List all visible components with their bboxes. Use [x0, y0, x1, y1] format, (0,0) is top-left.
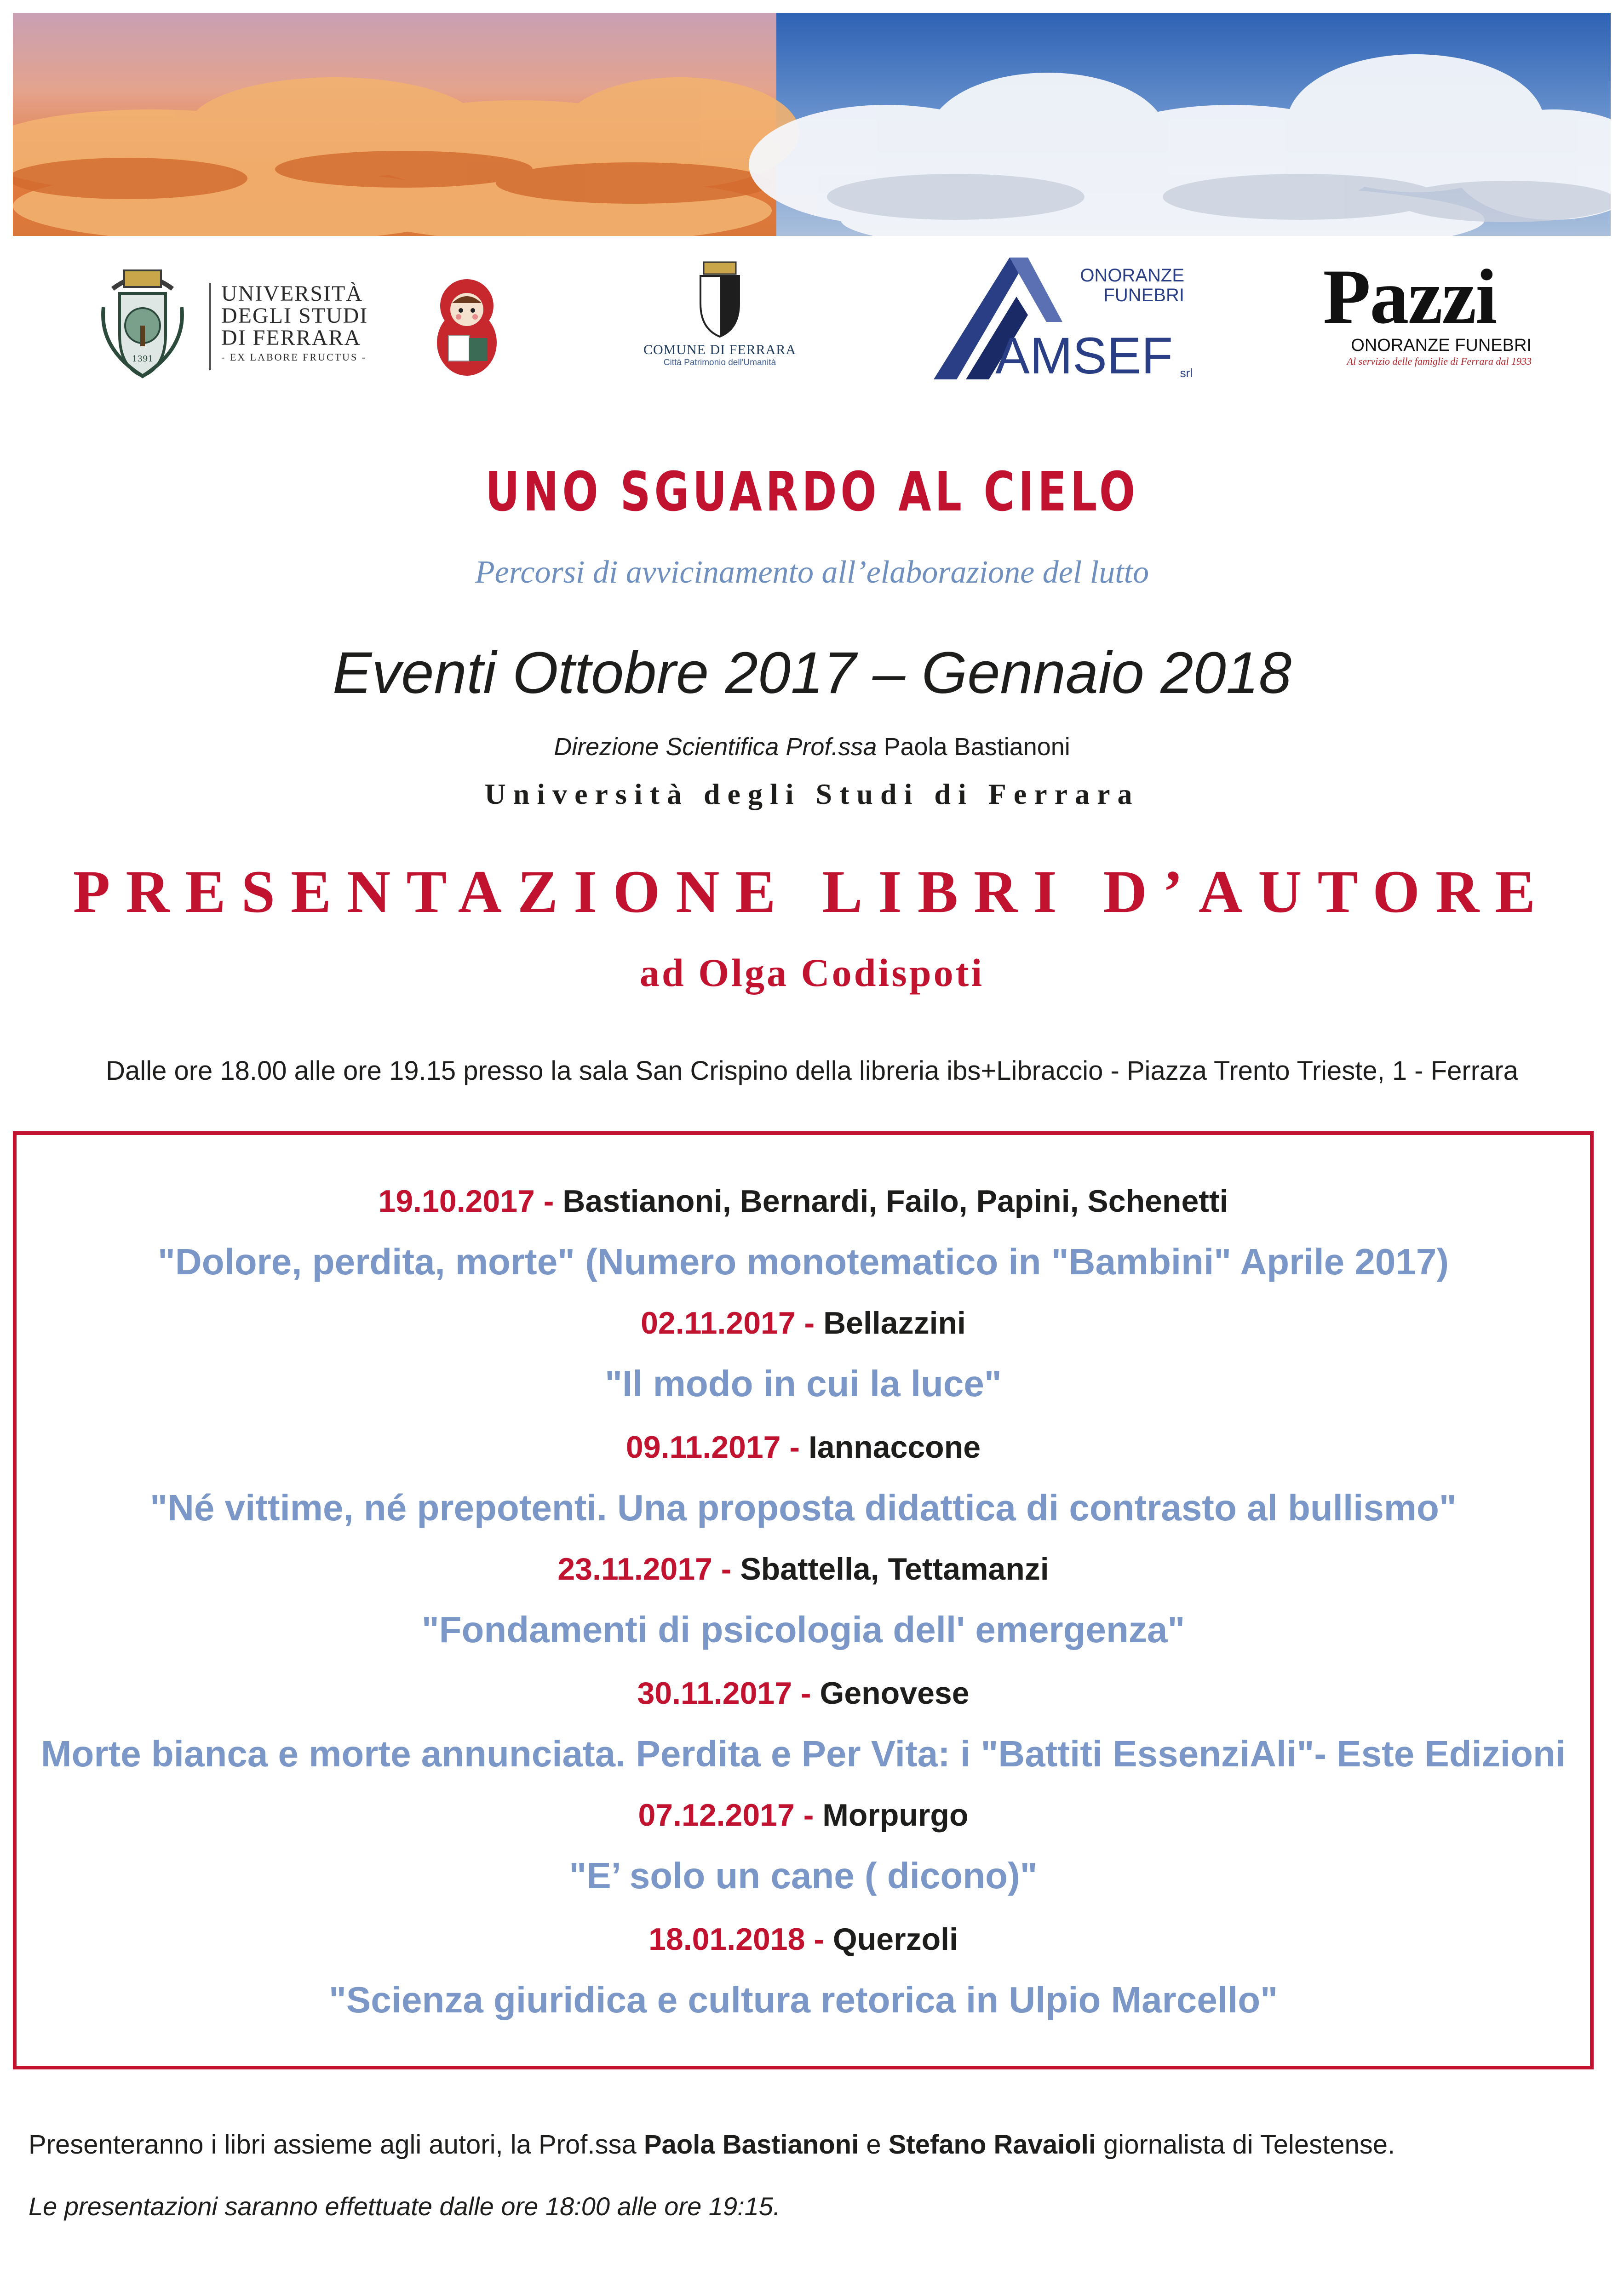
presenter-name-1: Paola Bastianoni [643, 2130, 859, 2160]
event-title-5: Morte bianca e morte annunciata. Perdita e Per Vita: i "Battiti EssenziAli"- Este Edizioni [40, 1733, 1566, 1774]
event-authors: Sbattella, Tettamanzi [740, 1552, 1049, 1587]
footer-text-c: e [859, 2130, 889, 2160]
amsef-triangle-icon [924, 253, 1196, 386]
event-authors: Iannaccone [808, 1430, 981, 1465]
schedule-note: Le presentazioni saranno effettuate dalle ore 18:00 alle ore 19:15. [29, 2192, 780, 2221]
event-date: 19.10.2017 - [378, 1184, 563, 1219]
events-box [13, 1131, 1594, 2069]
event-date: 07.12.2017 - [638, 1798, 823, 1833]
unife-line-3: DI FERRARA [221, 326, 362, 350]
direction-name: Paola Bastianoni [884, 733, 1070, 761]
event-title-7: "Scienza giuridica e cultura retorica in Ulpio Marcello" [328, 1979, 1278, 2020]
event-date: 02.11.2017 - [641, 1306, 824, 1341]
event-header-2 [17, 1305, 1590, 1341]
svg-text:AMSEF: AMSEF [995, 327, 1173, 384]
poster-title: UNO SGUARDO AL CIELO [485, 460, 1139, 523]
event-title-3: "Né vittime, né prepotenti. Una proposta didattica di contrasto al bullismo" [150, 1487, 1457, 1528]
comune-ferrara-logo [612, 258, 828, 386]
event-authors: Genovese [820, 1676, 970, 1711]
scientific-direction [0, 733, 1624, 761]
event-date: 30.11.2017 - [637, 1676, 820, 1711]
svg-text:1391: 1391 [132, 354, 153, 364]
event-header-6 [17, 1797, 1590, 1833]
unife-wordmark [209, 283, 413, 370]
comune-name: COMUNE DI FERRARA [643, 342, 797, 357]
events-period: Eventi Ottobre 2017 – Gennaio 2018 [332, 640, 1292, 706]
comune-shield-icon [692, 258, 747, 340]
event-header-4 [17, 1551, 1590, 1587]
event-authors: Querzoli [832, 1922, 958, 1957]
footer-text-a: Presenteranno i libri assieme agli autori, la Prof.ssa [29, 2130, 644, 2160]
unife-line-1: UNIVERSITÀ [221, 281, 363, 306]
event-header-3 [17, 1429, 1590, 1465]
event-title-6: "E’ solo un cane ( dicono)" [569, 1855, 1038, 1896]
event-header-5 [17, 1675, 1590, 1711]
amsef-logo [924, 253, 1196, 386]
event-date: 23.11.2017 - [557, 1552, 740, 1587]
event-header-7 [17, 1921, 1590, 1957]
event-header-1 [17, 1183, 1590, 1219]
dedication: ad Olga Codispoti [639, 951, 985, 995]
unife-line-2: DEGLI STUDI [221, 304, 368, 328]
event-title-1: "Dolore, perdita, morte" (Numero monotematico in "Bambini" Aprile 2017) [158, 1241, 1449, 1282]
pazzi-name: Pazzi [1323, 253, 1497, 340]
university-name: Università degli Studi di Ferrara [484, 778, 1140, 810]
event-date: 09.11.2017 - [625, 1430, 809, 1465]
direction-prefix: Direzione Scientifica Prof.ssa [554, 733, 884, 761]
sky-banner-image [13, 13, 1611, 236]
event-authors: Bastianoni, Bernardi, Failo, Papini, Schenetti [562, 1184, 1228, 1219]
presenter-name-2: Stefano Ravaioli [888, 2130, 1096, 2160]
event-title-2: "Il modo in cui la luce" [605, 1363, 1002, 1404]
unife-crest-logo [94, 261, 191, 385]
matryoshka-doll-logo [435, 274, 499, 377]
sky-banner-graphic [13, 13, 1611, 236]
comune-subtitle: Città Patrimonio dell'Umanità [663, 358, 776, 367]
pazzi-tagline: Al servizio delle famiglie di Ferrara dal 1933 [1347, 355, 1532, 367]
event-date: 18.01.2018 - [648, 1922, 833, 1957]
pazzi-logo [1274, 253, 1545, 377]
event-authors: Bellazzini [823, 1306, 966, 1341]
presentation-heading: PRESENTAZIONE LIBRI D’AUTORE [73, 858, 1551, 925]
poster-subtitle: Percorsi di avvicinamento all’elaborazione del lutto [475, 555, 1149, 590]
sponsor-logos [0, 248, 1624, 400]
event-authors: Morpurgo [822, 1798, 969, 1833]
svg-text:FUNEBRI: FUNEBRI [1103, 285, 1184, 305]
svg-text:ONORANZE: ONORANZE [1080, 265, 1184, 286]
venue-info: Dalle ore 18.00 alle ore 19.15 presso la sala San Crispino della libreria ibs+Libraccio - Piazza Trento Trieste, 1 - Ferrara [106, 1056, 1518, 1086]
presenters-note [29, 2129, 1395, 2160]
pazzi-subtitle: ONORANZE FUNEBRI [1351, 336, 1532, 355]
footer-text-e: giornalista di Telestense. [1096, 2130, 1395, 2160]
unife-motto: - EX LABORE FRUCTUS - [221, 351, 367, 363]
svg-text:srl: srl [1180, 366, 1193, 380]
event-title-4: "Fondamenti di psicologia dell' emergenza" [421, 1609, 1185, 1650]
